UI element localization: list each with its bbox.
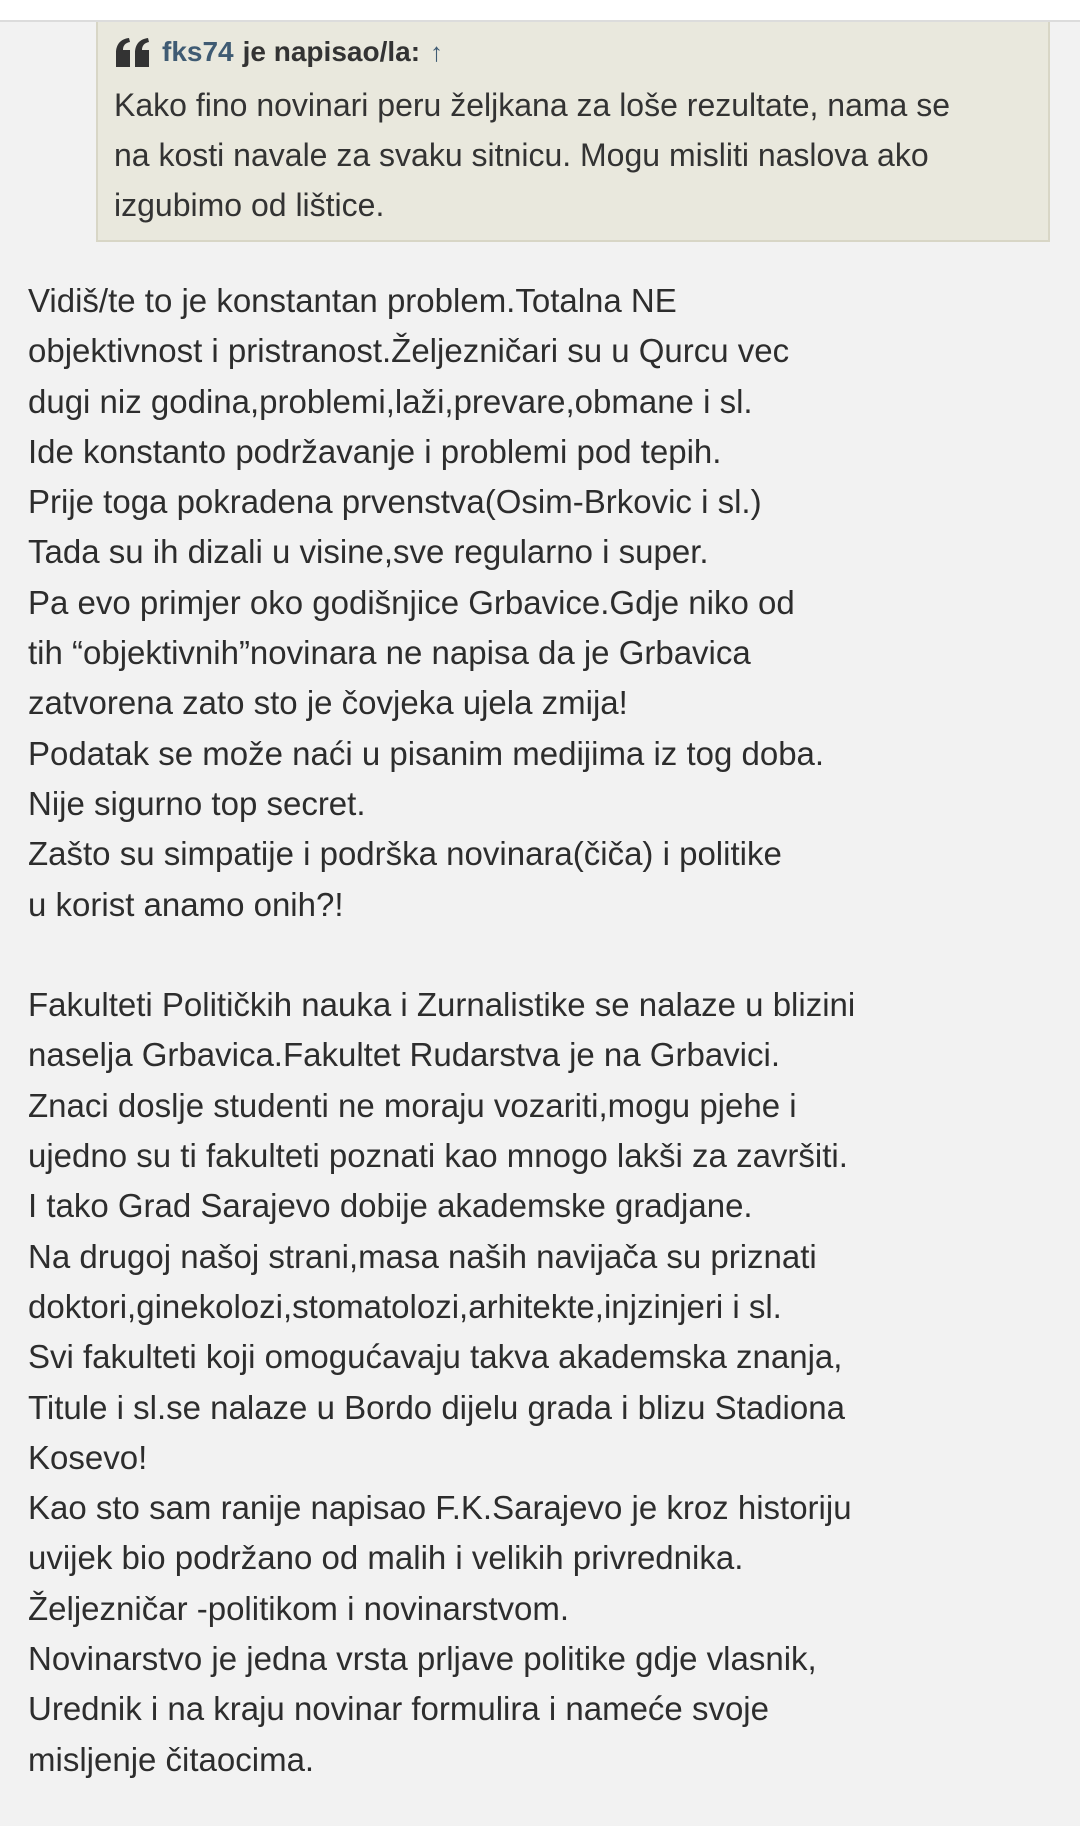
post-line: tih “objektivnih”novinara ne napisa da je Grbavica (28, 634, 751, 672)
post-line: Svi fakulteti koji omogućavaju takva akademska znanja, (28, 1338, 843, 1376)
post-line: Kosevo! (28, 1438, 148, 1476)
post-line: I tako Grad Sarajevo dobije akademske gradjane. (28, 1187, 753, 1225)
quote-line: Kako fino novinari peru željkana za loše rezultate, nama se (114, 87, 951, 123)
post-line: misljenje čitaocima. (28, 1740, 315, 1778)
quote-block (96, 22, 1050, 242)
post-line: Pa evo primjer oko godišnjice Grbavice.Gdje niko od (28, 583, 795, 621)
post-line: objektivnost i pristranost.Željezničari su u Qurcu vec (28, 332, 790, 370)
post-line: Željezničar -politikom i novinarstvom. (28, 1589, 570, 1627)
quote-verb: je napisao/la: (242, 36, 421, 67)
post-line: Kao sto sam ranije napisao F.K.Sarajevo je kroz historiju (28, 1489, 852, 1527)
post-line: Zašto su simpatije i podrška novinara(čiča) i politike (28, 835, 782, 873)
post-body (28, 276, 1068, 1785)
post-line: Urednik i na kraju novinar formulira i nameće svoje (28, 1690, 769, 1728)
top-bar (0, 0, 1080, 22)
paragraph-gap (28, 930, 1068, 980)
quote-icon (114, 37, 152, 67)
jump-to-quoted-post-link[interactable]: ↑ (430, 36, 444, 67)
post-line: zatvorena zato sto je čovjeka ujela zmija! (28, 684, 628, 722)
post-line: Nije sigurno top secret. (28, 784, 366, 822)
quote-header (114, 32, 1030, 72)
post-line: Prije toga pokradena prvenstva(Osim-Brkovic i sl.) (28, 483, 762, 521)
post-line: Na drugoj našoj strani,masa naših navijača su priznati (28, 1237, 817, 1275)
post-line: Podatak se može naći u pisanim medijima iz tog doba. (28, 734, 825, 772)
quote-line: na kosti navale za svaku sitnicu. Mogu misliti naslova ako (114, 137, 929, 173)
post-line: Vidiš/te to je konstantan problem.Totalna NE (28, 282, 677, 319)
post-line: ujedno su ti fakulteti poznati kao mnogo lakši za završiti. (28, 1137, 848, 1175)
post-line: Fakulteti Političkih nauka i Zurnalistike se nalaze u blizini (28, 986, 856, 1024)
quote-author-link[interactable]: fks74 (162, 36, 234, 67)
post-line: u korist anamo onih?! (28, 885, 344, 923)
post-line: Znaci doslje studenti ne moraju vozariti,mogu pjehe i (28, 1086, 797, 1124)
post-line: naselja Grbavica.Fakultet Rudarstva je na Grbavici. (28, 1036, 781, 1074)
post-line: Tada su ih dizali u visine,sve regularno i super. (28, 533, 709, 571)
post-line: Titule i sl.se nalaze u Bordo dijelu grada i blizu Stadiona (28, 1388, 845, 1426)
quote-text (114, 80, 1030, 230)
post-line: Novinarstvo je jedna vrsta prljave politike gdje vlasnik, (28, 1640, 817, 1678)
post-line: dugi niz godina,problemi,laži,prevare,obmane i sl. (28, 382, 753, 420)
post-line: doktori,ginekolozi,stomatolozi,arhitekte,injzinjeri i sl. (28, 1287, 782, 1325)
post-line: uvijek bio podržano od malih i velikih privrednika. (28, 1539, 744, 1577)
post-line: Ide konstanto podržavanje i problemi pod tepih. (28, 432, 722, 470)
quote-line: izgubimo od lištice. (114, 187, 385, 223)
